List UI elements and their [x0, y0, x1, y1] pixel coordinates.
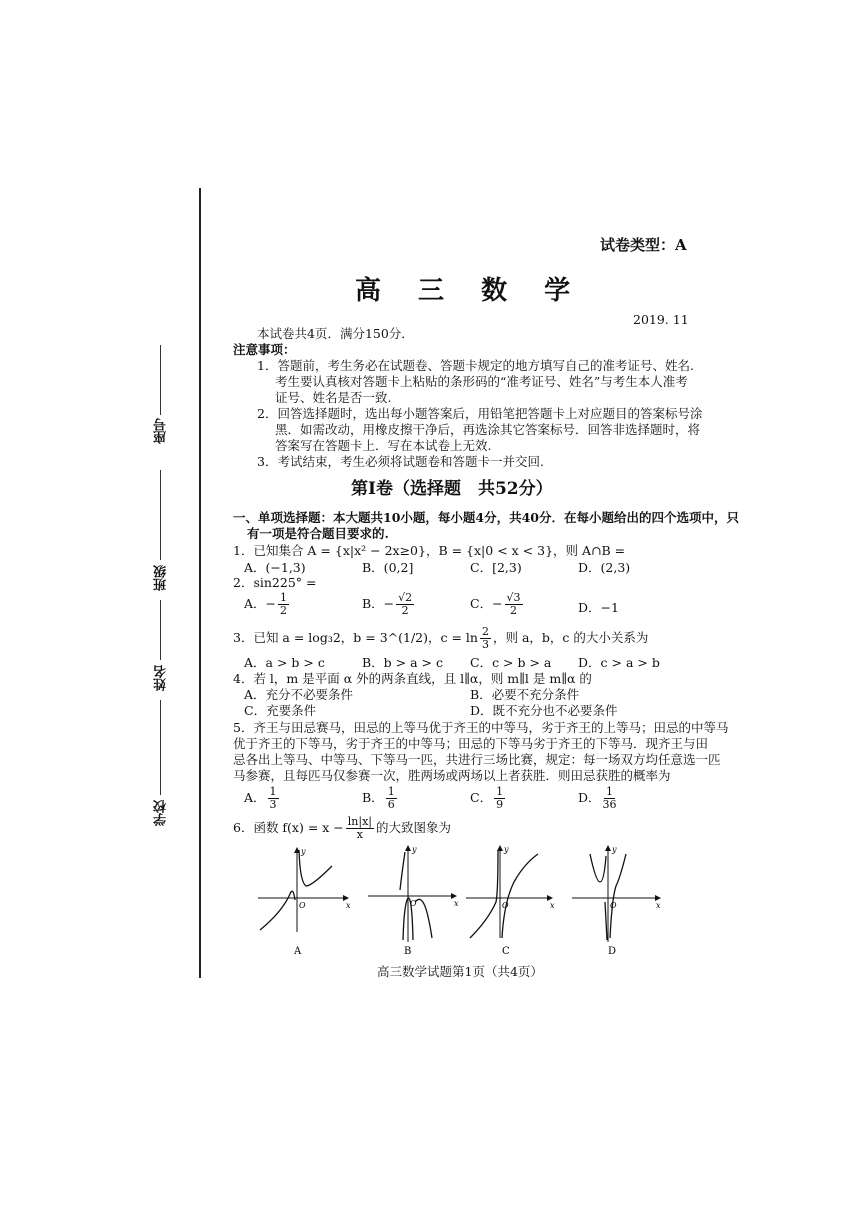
- q4-option-b: B．必要不充分条件: [470, 687, 580, 702]
- paper-type: 试卷类型：A: [600, 236, 687, 254]
- fraction: [386, 786, 397, 811]
- denominator: 2: [510, 604, 518, 617]
- numerator: 1: [280, 591, 288, 604]
- option-prefix: C．−: [470, 596, 503, 611]
- curve: [605, 902, 607, 940]
- curve: [470, 850, 498, 938]
- q4-option-d: D．既不充分也不必要条件: [470, 703, 618, 718]
- graph-label: D: [608, 946, 617, 957]
- q1-option-c: C．[2,3): [470, 560, 522, 575]
- origin-label: O: [502, 901, 509, 910]
- curve: [502, 854, 538, 938]
- fraction: [603, 786, 617, 811]
- graph-label: B: [404, 946, 412, 957]
- q6-graph-a: [258, 847, 351, 957]
- seat-blank: [160, 345, 161, 415]
- fraction: [494, 786, 505, 811]
- q2-option-b: [362, 592, 416, 617]
- option-prefix: A．: [244, 790, 266, 805]
- numerator: 1: [606, 785, 614, 798]
- origin-label: O: [299, 901, 306, 910]
- q5-line: 马参赛，且每匹马仅参赛一次，胜两场或两场以上者获胜．则田忌获胜的概率为: [233, 768, 671, 783]
- fraction: [278, 592, 289, 617]
- notice-line: 3．考试结束，考生必须将试题卷和答题卡一并交回.: [257, 454, 544, 469]
- denominator: 3: [269, 798, 277, 811]
- numerator: 2: [481, 625, 489, 638]
- q2-option-c: [470, 592, 525, 617]
- page-title: 高 三 数 学: [355, 276, 585, 306]
- q6-stem: [233, 816, 451, 841]
- q4-stem: 4．若 l，m 是平面 α 外的两条直线，且 l∥α，则 m∥l 是 m∥α 的: [233, 671, 592, 686]
- denominator: 36: [602, 798, 617, 811]
- q5-option-d: [578, 786, 619, 811]
- denominator: x: [356, 828, 363, 841]
- q5-option-a: [244, 786, 281, 811]
- numerator: √2: [398, 591, 413, 604]
- stem-text: 6．函数 f(x) = x −: [233, 820, 344, 835]
- notice-line: 2．回答选择题时，选出每小题答案后，用铅笔把答题卡上对应题目的答案标号涂: [257, 406, 703, 421]
- denominator: 2: [401, 604, 409, 617]
- curve: [260, 891, 295, 930]
- numerator: 1: [496, 785, 504, 798]
- origin-label: O: [410, 899, 417, 908]
- q6-graph-figure: [252, 842, 672, 962]
- q3-stem: [233, 626, 648, 651]
- option-prefix: D．: [578, 790, 601, 805]
- y-axis-label: y: [504, 845, 509, 854]
- q4-option-a: A．充分不必要条件: [244, 687, 354, 702]
- notice-line: 考生要认真核对答题卡上粘贴的条形码的“准考证号、姓名”与考生本人准考: [275, 374, 688, 389]
- q5-line: 忌各出上等马、中等马、下等马一匹，共进行三场比赛，规定：每一场双方均任意选一匹: [233, 752, 721, 767]
- q2-option-a: [244, 592, 291, 617]
- q3-option-b: B．b > a > c: [362, 655, 443, 670]
- numerator: ln|x|: [347, 815, 372, 828]
- page-footer: 高三数学试题第1页（共4页）: [377, 964, 543, 979]
- fraction: [505, 592, 523, 617]
- curve: [610, 854, 626, 938]
- class-blank-top: [160, 470, 161, 560]
- q1-option-d: D．(2,3): [578, 560, 631, 575]
- name-label: 姓名: [154, 665, 169, 691]
- x-axis-label: x: [550, 901, 555, 910]
- q5-line: 5．齐王与田忌赛马，田忌的上等马优于齐王的中等马，劣于齐王的上等马；田忌的中等马: [233, 720, 729, 735]
- q3-option-c: C．c > b > a: [470, 655, 552, 670]
- stem-text: 的大致图象为: [376, 820, 452, 835]
- graph-label: C: [502, 946, 510, 957]
- option-prefix: B．: [362, 790, 384, 805]
- curve: [400, 852, 405, 890]
- name-blank: [160, 700, 161, 795]
- intro-text: 本试卷共4页．满分150分．: [257, 326, 414, 341]
- fraction: [396, 592, 414, 617]
- q4-option-c: C．充要条件: [244, 703, 317, 718]
- q6-graph-d: [572, 845, 661, 957]
- stem-text: 3．已知 a = log₃2，b = 3^(1/2)，c = ln: [233, 630, 478, 645]
- option-prefix: A．−: [244, 596, 277, 611]
- graph-label: A: [294, 946, 302, 957]
- q5-option-c: [470, 786, 507, 811]
- numerator: √3: [506, 591, 521, 604]
- seat-label: 座号: [154, 418, 169, 444]
- curve: [415, 899, 432, 938]
- q1-stem: 1．已知集合 A = {x|x² − 2x≥0}，B = {x|0 < x < 3}，则 A∩B =: [233, 543, 626, 558]
- q1-option-b: B．(0,2]: [362, 560, 414, 575]
- curve: [590, 854, 606, 882]
- y-axis-label: y: [612, 845, 617, 854]
- origin-label: O: [610, 901, 617, 910]
- q5-option-b: [362, 786, 399, 811]
- notice-line: 1．答题前，考生务必在试题卷、答题卡规定的地方填写自己的准考证号、姓名.: [257, 358, 694, 373]
- notice-line: 证号、姓名是否一致.: [275, 390, 392, 405]
- section-instruction: 一、单项选择题：本大题共10小题，每小题4分，共40分．在每小题给出的四个选项中，只: [233, 510, 739, 525]
- stem-text: ，则 a，b，c 的大小关系为: [492, 630, 649, 645]
- x-axis-label: x: [454, 899, 459, 908]
- section-title: 第Ⅰ卷（选择题 共52分）: [351, 479, 553, 499]
- section-instruction: 有一项是符合题目要求的.: [247, 526, 389, 541]
- q6-graph-b: [368, 845, 459, 957]
- fraction: [268, 786, 279, 811]
- denominator: 9: [496, 798, 504, 811]
- notice-line: 黑．如需改动，用橡皮擦干净后，再选涂其它答案标号．回答非选择题时，将: [275, 422, 701, 437]
- class-label: 班级: [154, 565, 169, 591]
- q5-line: 优于齐王的下等马，劣于齐王的中等马；田忌的下等马劣于齐王的下等马．现齐王与田: [233, 736, 709, 751]
- binding-line: [199, 188, 201, 978]
- class-blank: [160, 600, 161, 660]
- q1-option-a: A．(−1,3): [244, 560, 306, 575]
- x-axis-label: x: [346, 901, 351, 910]
- q6-graph-c: [466, 845, 555, 957]
- q2-option-d: D．−1: [578, 600, 619, 615]
- notice-title: 注意事项：: [233, 342, 296, 357]
- option-prefix: C．: [470, 790, 493, 805]
- denominator: 6: [387, 798, 395, 811]
- option-prefix: B．−: [362, 596, 395, 611]
- fraction: [346, 816, 374, 841]
- q3-option-a: A．a > b > c: [244, 655, 325, 670]
- fraction: [480, 626, 491, 651]
- numerator: 1: [269, 785, 277, 798]
- exam-date: 2019. 11: [633, 312, 689, 327]
- school-label: 学校: [154, 800, 169, 826]
- q2-stem: 2．sin225° =: [233, 575, 317, 590]
- denominator: 3: [481, 638, 489, 651]
- denominator: 2: [280, 604, 288, 617]
- q3-option-d: D．c > a > b: [578, 655, 660, 670]
- y-axis-label: y: [412, 845, 417, 854]
- y-axis-label: y: [301, 847, 306, 856]
- notice-line: 答案写在答题卡上．写在本试卷上无效.: [275, 438, 492, 453]
- x-axis-label: x: [656, 901, 661, 910]
- numerator: 1: [387, 785, 395, 798]
